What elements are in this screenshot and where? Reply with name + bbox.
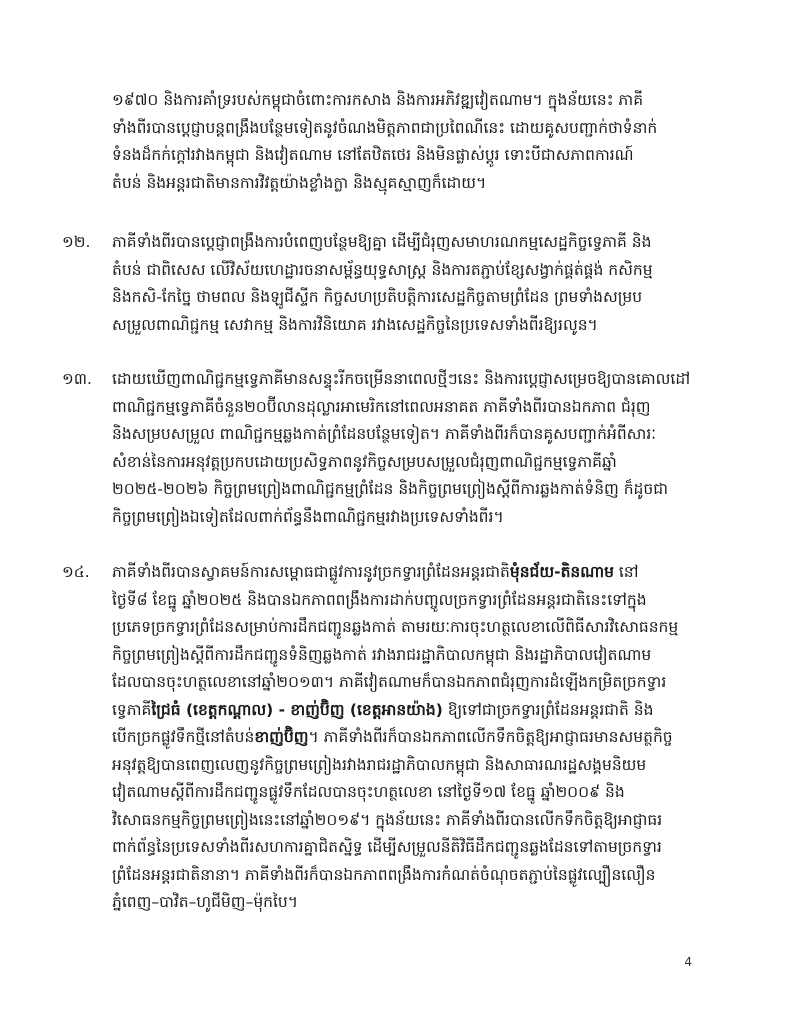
paragraph-line: តំបន់ ជាពិសេស លើវិស័យហេដ្ឋារចនាសម្ព័ន្ធយុទ្ធសាស្ត្រ និងការតភ្ជាប់ខ្សែសង្វាក់ផ្គត់ផ្គង់ កសិកម្ម: [112, 260, 653, 279]
paragraph-line: អនុវត្តឱ្យបានពេញលេញនូវកិច្ចព្រមព្រៀងរវាងរាជរដ្ឋាភិបាលកម្ពុជា និងសាធារណរដ្ឋសង្គមនិយម: [112, 755, 647, 774]
paragraph-line: បើកច្រកផ្លូវទឹកថ្មីនៅតំបន់ខាញ់ប៊ិញ។ ភាគីទាំងពីរក៏បានឯកភាពលើកទឹកចិត្តឱ្យអាជ្ញាធរមានសមត្ថកិច្ច: [112, 728, 673, 746]
bold-term: មុំនជ័យ-តិនណាម: [509, 563, 614, 581]
paragraph-line: តំបន់ និងអន្តរជាតិមានការវិវត្តយ៉ាងខ្លាំងក្លា និងស្មុគស្មាញក៏ដោយ។: [112, 173, 487, 192]
paragraph-line: ដោយឃើញពាណិជ្ជកម្មទ្វេភាគីមានសន្ទុះរីកចម្រើននាពេលថ្មីៗនេះ និងការប្ដេជ្ញាសម្រេចឱ្យបានគោលដៅ: [112, 370, 691, 388]
paragraph-line: ភាគីទាំងពីរបានស្វាគមន៍ការសម្ពោធជាផ្លូវការនូវច្រកទ្វារព្រំដែនអន្តរជាតិមុំនជ័យ-តិនណាម នៅ: [112, 563, 639, 581]
paragraph-line: ទ្វេភាគីជ្រៃធំ (ខេត្តកណ្ដាល) - ខាញ់ប៊ិញ (ខេត្តអានយ៉ាង) ឱ្យទៅជាច្រកទ្វារព្រំដែនអន្តរជាតិ និង: [112, 700, 654, 719]
paragraph-line: វៀតណាមស្ដីពីការដឹកជញ្ជូនផ្លូវទឹកដែលបានចុះហត្ថលេខា នៅថ្ងៃទី១៧ ខែធ្នូ ឆ្នាំ២០០៩ និង: [112, 783, 625, 801]
item-body: [112, 366, 724, 531]
item-body: [112, 559, 724, 917]
paragraph-line: វិសោធនកម្មកិច្ចព្រមព្រៀងនេះនៅឆ្នាំ២០១៩។ ក្នុងន័យនេះ ភាគីទាំងពីរបានលើកទឹកចិត្តឱ្យអាជ្ញាធរ: [112, 810, 663, 829]
paragraph-line: ប្រភេទច្រកទ្វារព្រំដែនសម្រាប់ការដឹកជញ្ជូនឆ្លងកាត់ តាមរយៈការចុះហត្ថលេខាលើពិធីសារវិសោធនកម្ម: [112, 618, 679, 636]
paragraph-line: ពាក់ព័ន្ធនៃប្រទេសទាំងពីរសហការគ្នាជិតស្និទ្ធ ដើម្បីសម្រួលនីតិវិធីដឹកជញ្ជូនឆ្លងដែនទៅតាមច្រកទ្វារ: [112, 838, 662, 856]
paragraph-line: ១៩៧០ និងការគាំទ្ររបស់កម្ពុជាចំពោះការកសាង និងការអភិវឌ្ឍវៀតណាម។ ក្នុងន័យនេះ ភាគី: [112, 91, 644, 109]
paragraph-line: ភ្នំពេញ–បាវិត–ហូជីមិញ–ម៉ុកបៃ។: [112, 893, 298, 911]
bold-term: ខាញ់ប៊ិញ: [254, 728, 309, 746]
paragraph-line: សំខាន់នៃការអនុវត្តប្រកបដោយប្រសិទ្ធភាពនូវកិច្ចសម្របសម្រួលជំរុញពាណិជ្ជកម្មទ្វេភាគីឆ្នាំ: [112, 452, 617, 471]
item-body: [112, 229, 724, 339]
paragraph-line: ២០២៥-២០២៦ កិច្ចព្រមព្រៀងពាណិជ្ជកម្មព្រំដែន និងកិច្ចព្រមព្រៀងស្ដីពីការឆ្លងកាត់ទំនិញ ក៏ដូចជា: [112, 480, 668, 498]
paragraph-line: ពាណិជ្ជកម្មទ្វេភាគីចំនួន២០ប៊ីលានដុល្លារអាមេរិកនៅពេលអនាគត ភាគីទាំងពីរបានឯកភាព ជំរុញ: [112, 397, 651, 416]
paragraph-line: និងសម្របសម្រួល ពាណិជ្ជកម្មឆ្លងកាត់ព្រំដែនបន្ថែមទៀត។ ភាគីទាំងពីរក៏បានគូសបញ្ជាក់អំពីសារៈ: [112, 425, 656, 443]
paragraph-line: ដែលបានចុះហត្ថលេខានៅឆ្នាំ២០១៣។ ភាគីវៀតណាមក៏បានឯកភាពជំរុញការដំឡើងកម្រិតច្រកទ្វារ: [112, 673, 667, 691]
paragraph-line: ព្រំដែនអន្តរជាតិនានា។ ភាគីទាំងពីរក៏បានឯកភាពពង្រឹងការកំណត់ចំណុចតភ្ជាប់នៃផ្លូវល្បឿនលឿន: [112, 865, 656, 884]
paragraph-line: ភាគីទាំងពីរបានប្ដេជ្ញាពង្រឹងការបំពេញបន្ថែមឱ្យគ្នា ដើម្បីជំរុញសមាហរណកម្មសេដ្ឋកិច្ចទ្វេភាគី និង: [112, 233, 652, 251]
paragraph-line: កិច្ចព្រមព្រៀងស្ដីពីការដឹកជញ្ជូនទំនិញឆ្លងកាត់ រវាងរាជរដ្ឋាភិបាលកម្ពុជា និងរដ្ឋាភិបាលវៀតណាម: [112, 645, 652, 664]
paragraph-line: សម្រួលពាណិជ្ជកម្ម សេវាកម្ម និងការវិនិយោគ រវាងសេដ្ឋកិច្ចនៃប្រទេសទាំងពីរឱ្យរលូន។: [112, 315, 598, 334]
paragraph-line: ទាំងពីរបានប្ដេជ្ញាបន្តពង្រឹងបន្ថែមទៀតនូវចំណងមិត្តភាពជាប្រពៃណីនេះ ដោយគូសបញ្ជាក់ថាទំនាក់: [112, 118, 658, 137]
intro-paragraph: [112, 87, 724, 197]
item-number: ១៣.: [62, 370, 92, 388]
item-number: ១៤.: [62, 563, 90, 581]
paragraph-line: កិច្ចព្រមព្រៀងឯទៀតដែលពាក់ព័ន្ធនឹងពាណិជ្ជកម្មរវាងប្រទេសទាំងពីរ។: [112, 507, 504, 526]
item-number: ១២.: [62, 233, 91, 251]
page-number: 4: [684, 955, 692, 969]
paragraph-line: និងកសិ-កែច្នៃ ថាមពល និងឡូជីស្ទីក កិច្ចសហប្រតិបត្តិការសេដ្ឋកិច្ចតាមព្រំដែន ព្រមទាំងសម្រប: [112, 288, 643, 306]
paragraph-line: ថ្ងៃទី៨ ខែធ្នូ ឆ្នាំ២០២៥ និងបានឯកភាពពង្រឹងការដាក់បញ្ចូលច្រកទ្វារព្រំដែនអន្តរជាតិនេះទៅក្នុង: [112, 590, 647, 609]
bold-term: ជ្រៃធំ (ខេត្តកណ្ដាល) - ខាញ់ប៊ិញ (ខេត្តអានយ៉ាង): [151, 700, 443, 719]
paragraph-line: ទំនងដ៏កក់ក្ដៅរវាងកម្ពុជា និងវៀតណាម នៅតែឋិតថេរ និងមិនផ្លាស់ប្ដូរ ទោះបីជាសភាពការណ៍: [112, 146, 634, 164]
